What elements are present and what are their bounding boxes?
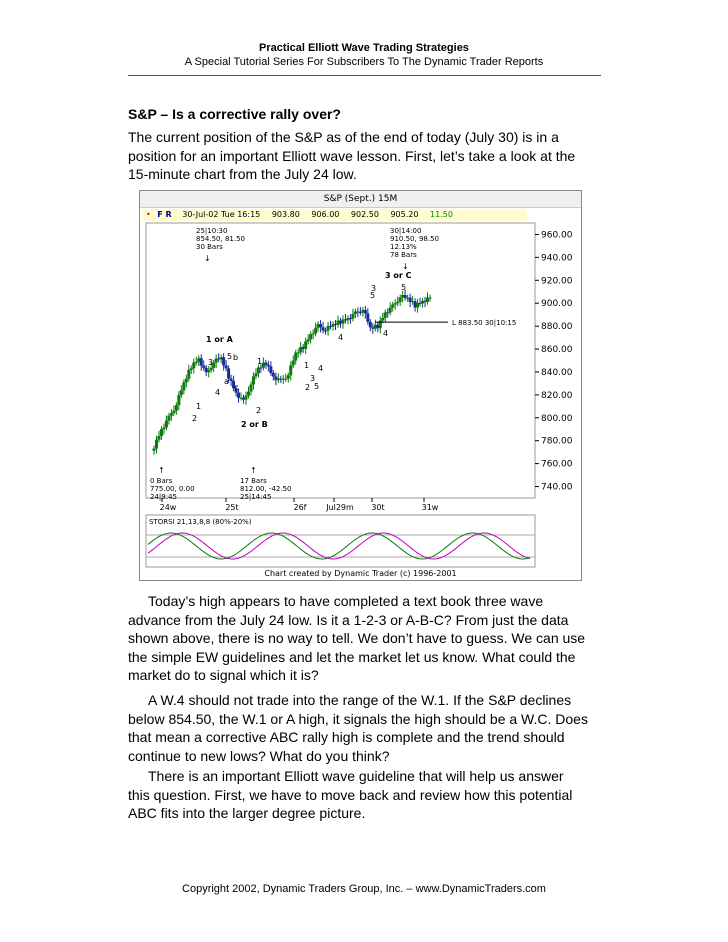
- price-bar-body: [230, 379, 233, 381]
- y-tick-label: 940.00: [541, 253, 573, 264]
- price-bar-body: [172, 411, 175, 414]
- price-bar-body: [210, 368, 213, 370]
- annotation-top-left: 25|10:30: [196, 227, 228, 235]
- price-bar-body: [312, 334, 315, 335]
- x-tick-label: 31w: [421, 503, 439, 512]
- oscillator-label: STORSI 21,13,8,8 (80%-20%): [149, 518, 252, 526]
- price-bar-body: [364, 310, 367, 313]
- arrow-down-icon: ↓: [402, 262, 409, 271]
- price-bar-body: [225, 365, 228, 368]
- info-open: 903.80: [271, 210, 300, 219]
- wave4-paragraph: A W.4 should not trade into the range of the W.1. If the S&P declines below 854.50, the W.1 or A high, it signals the high should be a W.C. Does that mean a corrective ABC rally high is complete and the trend should continue to new lows? What do you think?: [128, 692, 588, 764]
- y-tick-label: 840.00: [541, 367, 573, 378]
- price-bar-body: [192, 363, 195, 369]
- price-bar-body: [389, 308, 392, 313]
- price-bar-body: [157, 436, 160, 440]
- support-line-label: L 883.50 30|10:15: [452, 319, 517, 328]
- wave-label: 4: [318, 364, 324, 373]
- price-bar-body: [324, 330, 327, 331]
- price-bar-body: [245, 396, 248, 400]
- header-divider: [128, 75, 601, 76]
- sp-15min-chart: [139, 190, 582, 581]
- price-bar-body: [289, 365, 292, 375]
- wave-label: b: [233, 353, 239, 362]
- wave-label: 3: [310, 374, 316, 383]
- wave-label: 4: [215, 388, 221, 397]
- price-bar-body: [264, 363, 267, 365]
- price-bar-body: [200, 358, 203, 365]
- price-bar-body: [153, 449, 156, 451]
- price-bar-body: [185, 379, 188, 383]
- price-bar-body: [314, 328, 317, 334]
- wave-label: 2: [256, 406, 262, 415]
- report-series-title: Practical Elliott Wave Trading Strategies: [259, 42, 469, 54]
- price-bar-body: [267, 365, 270, 366]
- price-bar-body: [175, 405, 178, 411]
- price-panel-frame: [146, 223, 535, 498]
- info-date: 30-Jul-02 Tue 16:15: [182, 210, 261, 219]
- price-bar-body: [202, 366, 205, 368]
- wave-label: 3: [371, 284, 377, 293]
- price-bar-body: [252, 376, 255, 384]
- price-bar-body: [399, 297, 402, 301]
- annotation-top-right: 910.50, 98.50: [390, 235, 439, 243]
- price-bar-body: [272, 373, 275, 377]
- price-bar-body: [366, 313, 369, 322]
- y-tick-label: 920.00: [541, 276, 573, 287]
- price-bar-body: [165, 421, 168, 428]
- price-bar-body: [177, 395, 180, 405]
- price-bar-body: [160, 429, 163, 436]
- price-bar-body: [195, 362, 198, 363]
- info-low: 902.50: [350, 210, 379, 219]
- wave-label: 5: [227, 352, 233, 361]
- price-bar-body: [307, 339, 310, 341]
- price-bar-body: [369, 322, 372, 327]
- info-marker: •: [146, 210, 151, 219]
- info-close: 905.20: [390, 210, 419, 219]
- price-bar-body: [322, 327, 325, 330]
- annotation-top-right: 30|14:00: [390, 227, 422, 235]
- chart-plot-area: [140, 191, 581, 580]
- wave-label: c: [234, 383, 239, 392]
- x-tick-label: 24w: [159, 503, 177, 512]
- wave-label: 2: [305, 383, 311, 392]
- price-bar-body: [394, 303, 397, 304]
- wave-label: a: [224, 377, 229, 386]
- chart-credit: Chart created by Dynamic Trader (c) 1996-2001: [264, 569, 457, 578]
- copyright-footer: Copyright 2002, Dynamic Traders Group, Inc. – www.DynamicTraders.com: [182, 883, 546, 895]
- price-bar-body: [162, 427, 165, 429]
- info-code: F R: [157, 210, 172, 219]
- annotation-top-right: 12.13%: [390, 243, 417, 251]
- wave-label: 1: [257, 357, 263, 366]
- y-tick-label: 820.00: [541, 390, 573, 401]
- y-tick-label: 760.00: [541, 459, 573, 470]
- price-bar-body: [287, 375, 290, 378]
- guideline-paragraph: There is an important Elliott wave guideline that will help us answer this question. First, we have to move back and review how this potential ABC fits into the larger degree picture.: [128, 768, 573, 821]
- price-bar-body: [391, 305, 394, 308]
- y-tick-label: 860.00: [541, 345, 573, 356]
- annotation-bottom-left: 0 Bars: [150, 477, 173, 485]
- wave-label: 1: [196, 402, 202, 411]
- price-bar-body: [254, 373, 257, 376]
- price-bar-body: [182, 382, 185, 390]
- price-bar-body: [297, 352, 300, 353]
- analysis-paragraph: Today’s high appears to have completed a text book three wave advance from the July 24 low. Is it a 1-2-3 or A-B-C? From just the data shown above, there is no way to tell. We don’t have to guess. We can use the simple EW guidelines and let the market let us know. What could the market do to signal which it is?: [128, 593, 586, 683]
- annotation-bottom-mid: 17 Bars: [240, 477, 267, 485]
- price-bar-body: [167, 416, 170, 421]
- annotation-top-left: 30 Bars: [196, 243, 223, 251]
- x-tick-label: Jul29m: [326, 503, 354, 512]
- oscillator-fast-line: [148, 533, 530, 559]
- price-bar-body: [155, 440, 158, 449]
- price-bar-body: [269, 366, 272, 373]
- annotation-top-right: 78 Bars: [390, 251, 417, 259]
- wave-label: 5: [370, 291, 376, 300]
- wave-label: 1 or A: [206, 335, 233, 344]
- price-bar-body: [294, 353, 297, 361]
- wave-label: 5: [401, 283, 407, 292]
- article-heading: S&P – Is a corrective rally over?: [128, 106, 341, 122]
- y-tick-label: 880.00: [541, 322, 573, 333]
- arrow-down-icon: ↓: [204, 254, 211, 263]
- wave-label: 2 or B: [241, 420, 268, 429]
- price-bar-body: [396, 302, 399, 303]
- y-tick-label: 800.00: [541, 413, 573, 424]
- chart-title: S&P (Sept.) 15M: [140, 191, 581, 208]
- x-tick-label: 25t: [225, 503, 239, 512]
- price-bar-body: [170, 413, 173, 416]
- y-tick-label: 740.00: [541, 482, 573, 493]
- y-tick-label: 960.00: [541, 230, 573, 241]
- wave-label: 4: [383, 329, 389, 338]
- price-bar-body: [187, 370, 190, 379]
- price-bar-body: [292, 361, 295, 366]
- intro-paragraph: The current position of the S&P as of the end of today (July 30) is in a position for an important Elliott wave lesson. First, let’s take a look at the 15-minute chart from the July 24 low.: [128, 129, 576, 182]
- x-tick-label: 26f: [293, 503, 307, 512]
- price-bar-body: [351, 314, 354, 319]
- y-tick-label: 900.00: [541, 299, 573, 310]
- price-bar-body: [237, 393, 240, 398]
- info-change: 11.50: [430, 210, 453, 219]
- annotation-bottom-left: 24|9:45: [150, 493, 177, 501]
- oscillator-slow-line: [148, 533, 530, 559]
- price-bar-body: [190, 368, 193, 370]
- annotation-bottom-mid: 812.00, -42.50: [240, 485, 292, 493]
- x-tick-label: 30t: [371, 503, 385, 512]
- price-bar-body: [284, 379, 287, 380]
- wave-label: 3 or C: [385, 271, 412, 280]
- price-bar-body: [180, 390, 183, 395]
- price-bar-body: [309, 334, 312, 339]
- annotation-bottom-mid: 25|14:45: [240, 493, 272, 501]
- wave-label: 3: [208, 358, 214, 367]
- price-bar-body: [249, 384, 252, 391]
- annotation-bottom-left: 775.00, 0.00: [150, 485, 195, 493]
- price-bar-body: [381, 318, 384, 321]
- price-bar-body: [319, 324, 322, 327]
- price-bar-body: [207, 370, 210, 372]
- price-bar-body: [429, 297, 432, 298]
- wave-label: 1: [304, 361, 310, 370]
- y-tick-label: 780.00: [541, 436, 573, 447]
- wave-label: 4: [338, 333, 344, 342]
- wave-label: 5: [314, 382, 320, 391]
- arrow-up-icon: ↑: [250, 466, 257, 475]
- price-bar-body: [404, 295, 407, 298]
- arrow-up-icon: ↑: [158, 466, 165, 475]
- annotation-top-left: 854.50, 81.50: [196, 235, 245, 243]
- price-bar-body: [222, 357, 225, 365]
- price-bar-body: [247, 392, 250, 396]
- wave-label: 2: [192, 414, 198, 423]
- report-series-subtitle: A Special Tutorial Series For Subscribers To The Dynamic Trader Reports: [184, 56, 544, 68]
- price-bar-body: [304, 342, 307, 349]
- info-high: 906.00: [311, 210, 340, 219]
